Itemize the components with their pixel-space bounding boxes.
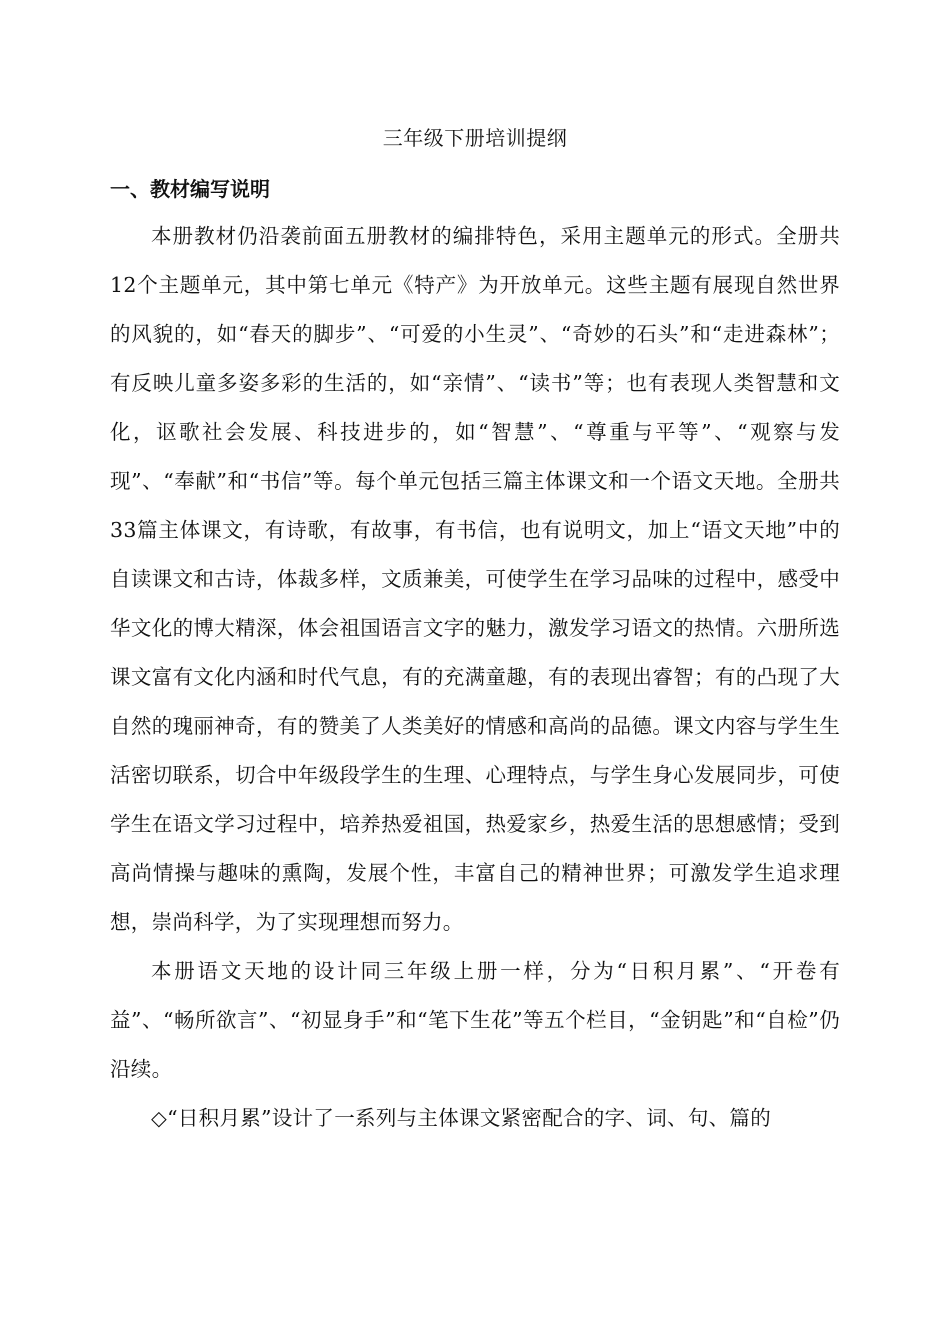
document-title: 三年级下册培训提纲 <box>382 126 568 150</box>
section-heading: 一、教材编写说明 <box>110 177 270 201</box>
paragraph-language-corner: 本册语文天地的设计同三年级上册一样，分为“日积月累”、“开卷有益”、“畅所欲言”、“初显身手”和“笔下生花”等五个栏目，“金钥匙”和“自检”仍沿续。 <box>110 959 840 1081</box>
paragraph-textbook-themes: 本册教材仍沿袭前面五册教材的编排特色，采用主题单元的形式。全册共12个主题单元，其中第七单元《特产》为开放单元。这些主题有展现自然世界的风貌的，如“春天的脚步”、“可爱的小生灵”、“奇妙的石头”和“走进森林”；有反映儿童多姿多彩的生活的，如“亲情”、“读书”等；也有表现人类智慧和文化，讴歌社会发展、科技进步的，如“智慧”、“尊重与平等”、“观察与发现”、“奉献”和“书信”等。每个单元包括三篇主体课文和一个语文天地。全册共33篇主体课文，有诗歌，有故事，有书信，也有说明文，加上“语文天地”中的自读课文和古诗，体裁多样，文质兼美，可使学生在学习品味的过程中，感受中华文化的博大精深，体会祖国语言文字的魅力，激发学习语文的热情。六册所选课文富有文化内涵和时代气息，有的充满童趣，有的表现出睿智；有的凸现了大自然的瑰丽神奇，有的赞美了人类美好的情感和高尚的品德。课文内容与学生生活密切联系，切合中年级段学生的生理、心理特点，与学生身心发展同步，可使学生在语文学习过程中，培养热爱祖国，热爱家乡，热爱生活的思想感情；受到高尚情操与趣味的熏陶，发展个性，丰富自己的精神世界；可激发学生追求理想，崇尚科学，为了实现理想而努力。 <box>110 224 840 934</box>
document-body <box>110 122 840 1143</box>
paragraph-daily-accumulation: ◇“日积月累”设计了一系列与主体课文紧密配合的字、词、句、篇的 <box>151 1106 772 1130</box>
